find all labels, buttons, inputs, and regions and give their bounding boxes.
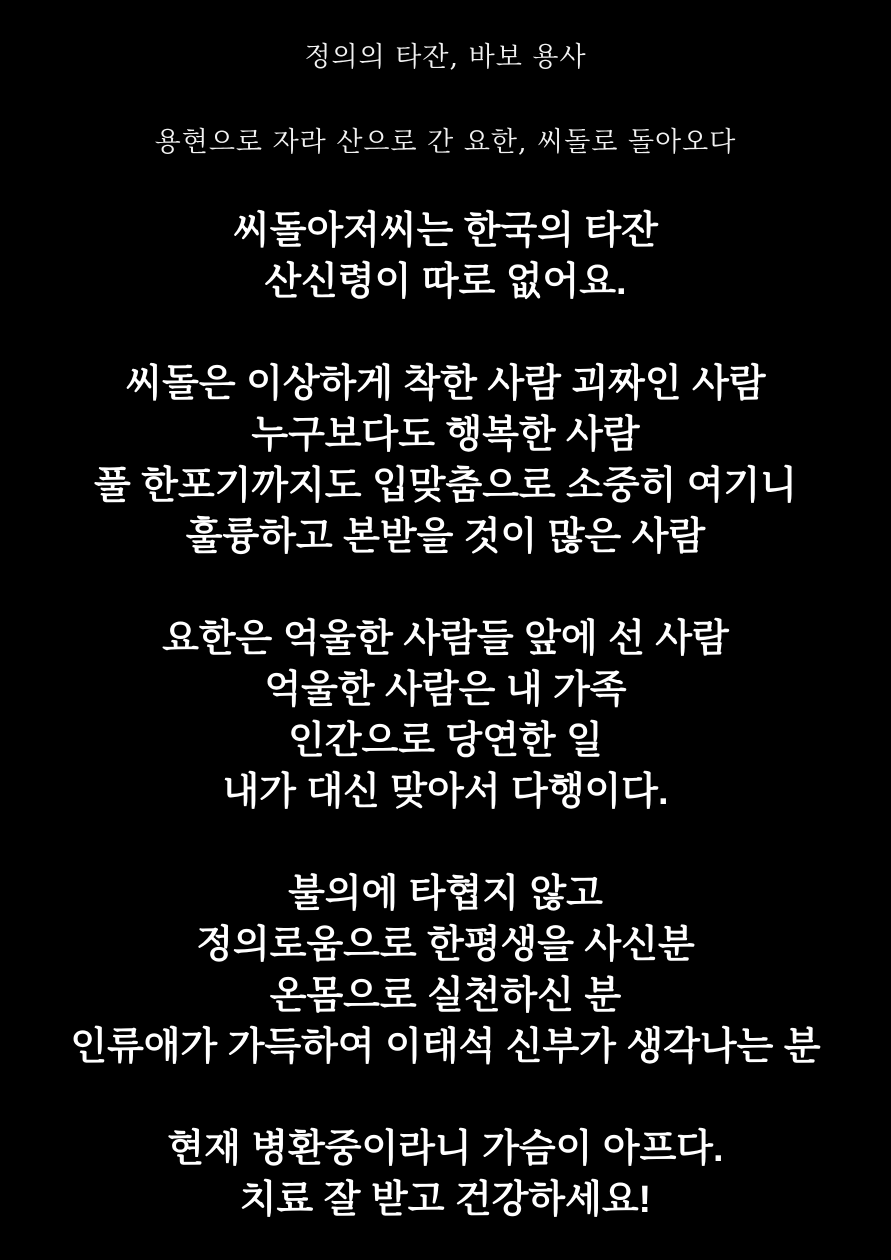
stanza-1 [0, 206, 891, 308]
stanza-line: 요한은 억울한 사람들 앞에 선 사람 [162, 618, 729, 660]
stanza-3 [0, 614, 891, 818]
stanza-5 [0, 1124, 891, 1226]
header-line-1: 정의의 타잔, 바보 용사 [304, 42, 587, 73]
stanza-line: 내가 대신 맞아서 다행이다. [222, 771, 669, 813]
stanza-line: 치료 잘 받고 건강하세요! [239, 1179, 652, 1221]
stanza-line: 인간으로 당연한 일 [288, 720, 603, 762]
stanza-line: 현재 병환중이라니 가슴이 아프다. [167, 1128, 724, 1170]
stanza-2 [0, 359, 891, 563]
stanza-line: 온몸으로 실천하신 분 [269, 975, 622, 1017]
stanza-line: 불의에 타협지 않고 [288, 873, 603, 915]
stanza-line: 씨돌은 이상하게 착한 사람 괴짜인 사람 [125, 363, 766, 405]
header-line-2: 용현으로 자라 산으로 간 요한, 씨돌로 돌아오다 [154, 127, 737, 158]
stanza-line: 정의로움으로 한평생을 사신분 [196, 924, 695, 966]
stanza-line: 훌륭하고 본받을 것이 많은 사람 [185, 516, 706, 558]
stanza-line: 누구보다도 행복한 사람 [251, 414, 640, 456]
stanza-line: 산신령이 따로 없어요. [264, 261, 627, 303]
stanza-line: 씨돌아저씨는 한국의 타잔 [233, 210, 658, 252]
stanza-4 [0, 869, 891, 1073]
stanza-line: 풀 한포기까지도 입맞춤으로 소중히 여기니 [94, 465, 797, 507]
stanza-line: 인류애가 가득하여 이태석 신부가 생각나는 분 [70, 1026, 821, 1068]
stanza-line: 억울한 사람은 내 가족 [264, 669, 627, 711]
